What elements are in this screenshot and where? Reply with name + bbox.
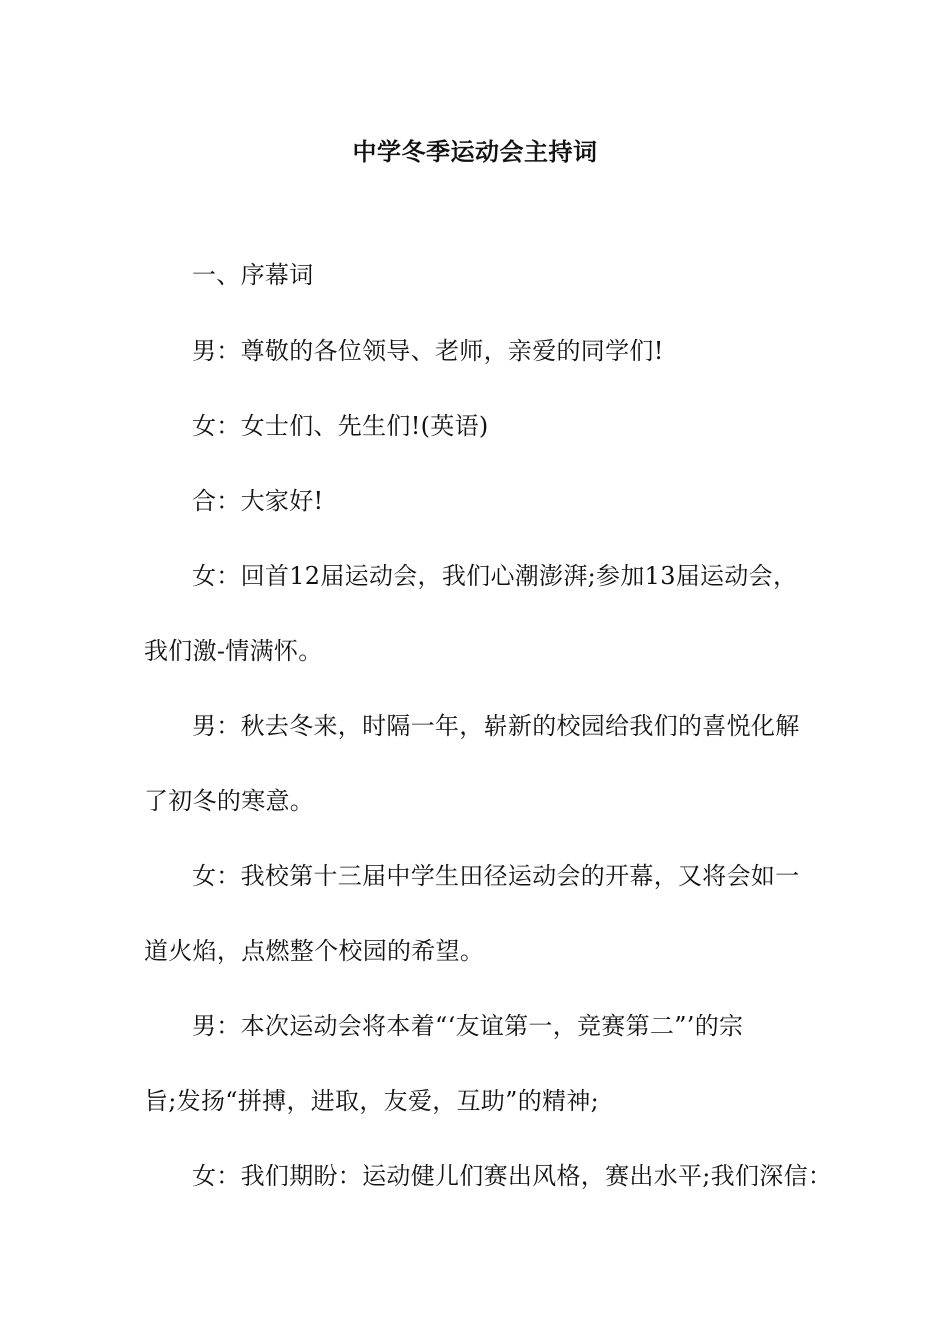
paragraph-line: 男：尊敬的各位领导、老师，亲爱的同学们! [192,337,664,365]
paragraph-line: 女：我校第十三届中学生田径运动会的开幕，又将会如一 [192,862,800,890]
paragraph-line: 了初冬的寒意。 [144,787,315,815]
paragraph-line: 合：大家好! [192,487,324,515]
paragraph-line: 我们激-情满怀。 [144,637,323,665]
paragraph-line: 女：回首12届运动会，我们心潮澎湃;参加13届运动会， [192,562,798,590]
paragraph-line: 男：秋去冬来，时隔一年，崭新的校园给我们的喜悦化解 [192,712,800,740]
paragraph-line: 女：女士们、先生们!(英语) [192,412,489,440]
paragraph-line: 道火焰，点燃整个校园的希望。 [144,937,485,965]
section-heading: 一、序幕词 [192,261,314,289]
paragraph-line: 女：我们期盼：运动健儿们赛出风格，赛出水平;我们深信： [192,1162,833,1190]
paragraph-line: 男：本次运动会将本着“‘友谊第一，竞赛第二”’的宗 [192,1012,744,1040]
paragraph-line: 旨;发扬“拼搏，进取，友爱，互助”的精神; [144,1087,600,1115]
document-title: 中学冬季运动会主持词 [352,138,598,166]
